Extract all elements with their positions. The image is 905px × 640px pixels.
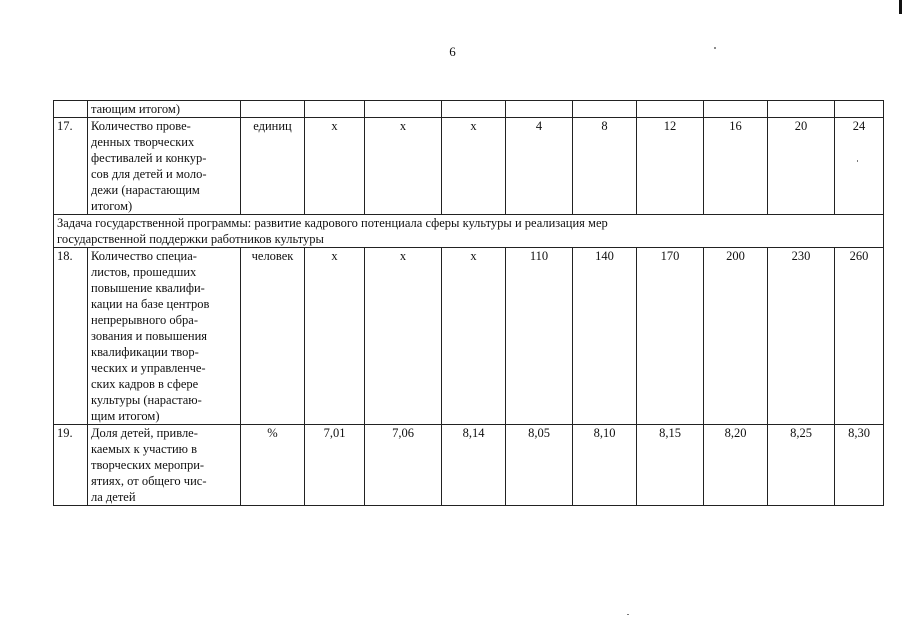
value-cell: х [305, 248, 365, 425]
value-cell: 8 [573, 118, 637, 215]
value-cell [365, 101, 442, 118]
unit-cell: человек [241, 248, 305, 425]
scan-edge-mark [899, 0, 902, 14]
scan-speck [714, 47, 716, 49]
value-cell [506, 101, 573, 118]
value-cell [305, 101, 365, 118]
value-cell: 12 [637, 118, 704, 215]
value-cell [573, 101, 637, 118]
value-cell: 24 [835, 118, 884, 215]
unit-cell: единиц [241, 118, 305, 215]
row-number [54, 101, 88, 118]
value-cell: 8,30 [835, 425, 884, 506]
value-cell: 7,06 [365, 425, 442, 506]
value-cell: 140 [573, 248, 637, 425]
value-cell [704, 101, 768, 118]
value-cell: 20 [768, 118, 835, 215]
value-cell: 8,14 [442, 425, 506, 506]
indicators-table [53, 100, 884, 506]
scan-speck [627, 614, 629, 615]
table-body [54, 101, 884, 506]
value-cell: 8,15 [637, 425, 704, 506]
value-cell: х [365, 118, 442, 215]
value-cell: х [442, 248, 506, 425]
value-cell: 110 [506, 248, 573, 425]
value-cell [835, 101, 884, 118]
value-cell: 7,01 [305, 425, 365, 506]
value-cell: 8,20 [704, 425, 768, 506]
value-cell: 200 [704, 248, 768, 425]
task-text: Задача государственной программы: развитие кадрового потенциала сферы культуры и реализация мер государственной поддержки работников культуры [54, 215, 884, 248]
row-number: 18. [54, 248, 88, 425]
indicator-name: Доля детей, привле- каемых к участию в творческих меропри- ятиях, от общего чис- ла детей [88, 425, 241, 506]
value-cell: 8,10 [573, 425, 637, 506]
unit-cell [241, 101, 305, 118]
value-cell: 4 [506, 118, 573, 215]
indicator-name: Количество специа- листов, прошедших повышение квалифи- кации на базе центров непрерывного обра- зования и повышения квалификации твор- ческих и управленче- ских кадров в сфере культуры (нарастаю- щим итогом) [88, 248, 241, 425]
unit-cell: % [241, 425, 305, 506]
value-cell [768, 101, 835, 118]
task-row [54, 215, 884, 248]
value-cell: х [305, 118, 365, 215]
value-cell [442, 101, 506, 118]
indicator-name: тающим итогом) [88, 101, 241, 118]
indicator-row [54, 425, 884, 506]
indicator-row [54, 118, 884, 215]
indicator-name: Количество прове- денных творческих фестивалей и конкур- сов для детей и моло- дежи (нарастающим итогом) [88, 118, 241, 215]
value-cell: 8,05 [506, 425, 573, 506]
value-cell [637, 101, 704, 118]
value-cell: 230 [768, 248, 835, 425]
value-cell: х [442, 118, 506, 215]
indicator-row [54, 248, 884, 425]
value-cell: 170 [637, 248, 704, 425]
row-number: 19. [54, 425, 88, 506]
value-cell: 8,25 [768, 425, 835, 506]
value-cell: х [365, 248, 442, 425]
indicator-row [54, 101, 884, 118]
page-number: 6 [449, 44, 456, 59]
value-cell: 260 [835, 248, 884, 425]
row-number: 17. [54, 118, 88, 215]
value-cell: 16 [704, 118, 768, 215]
